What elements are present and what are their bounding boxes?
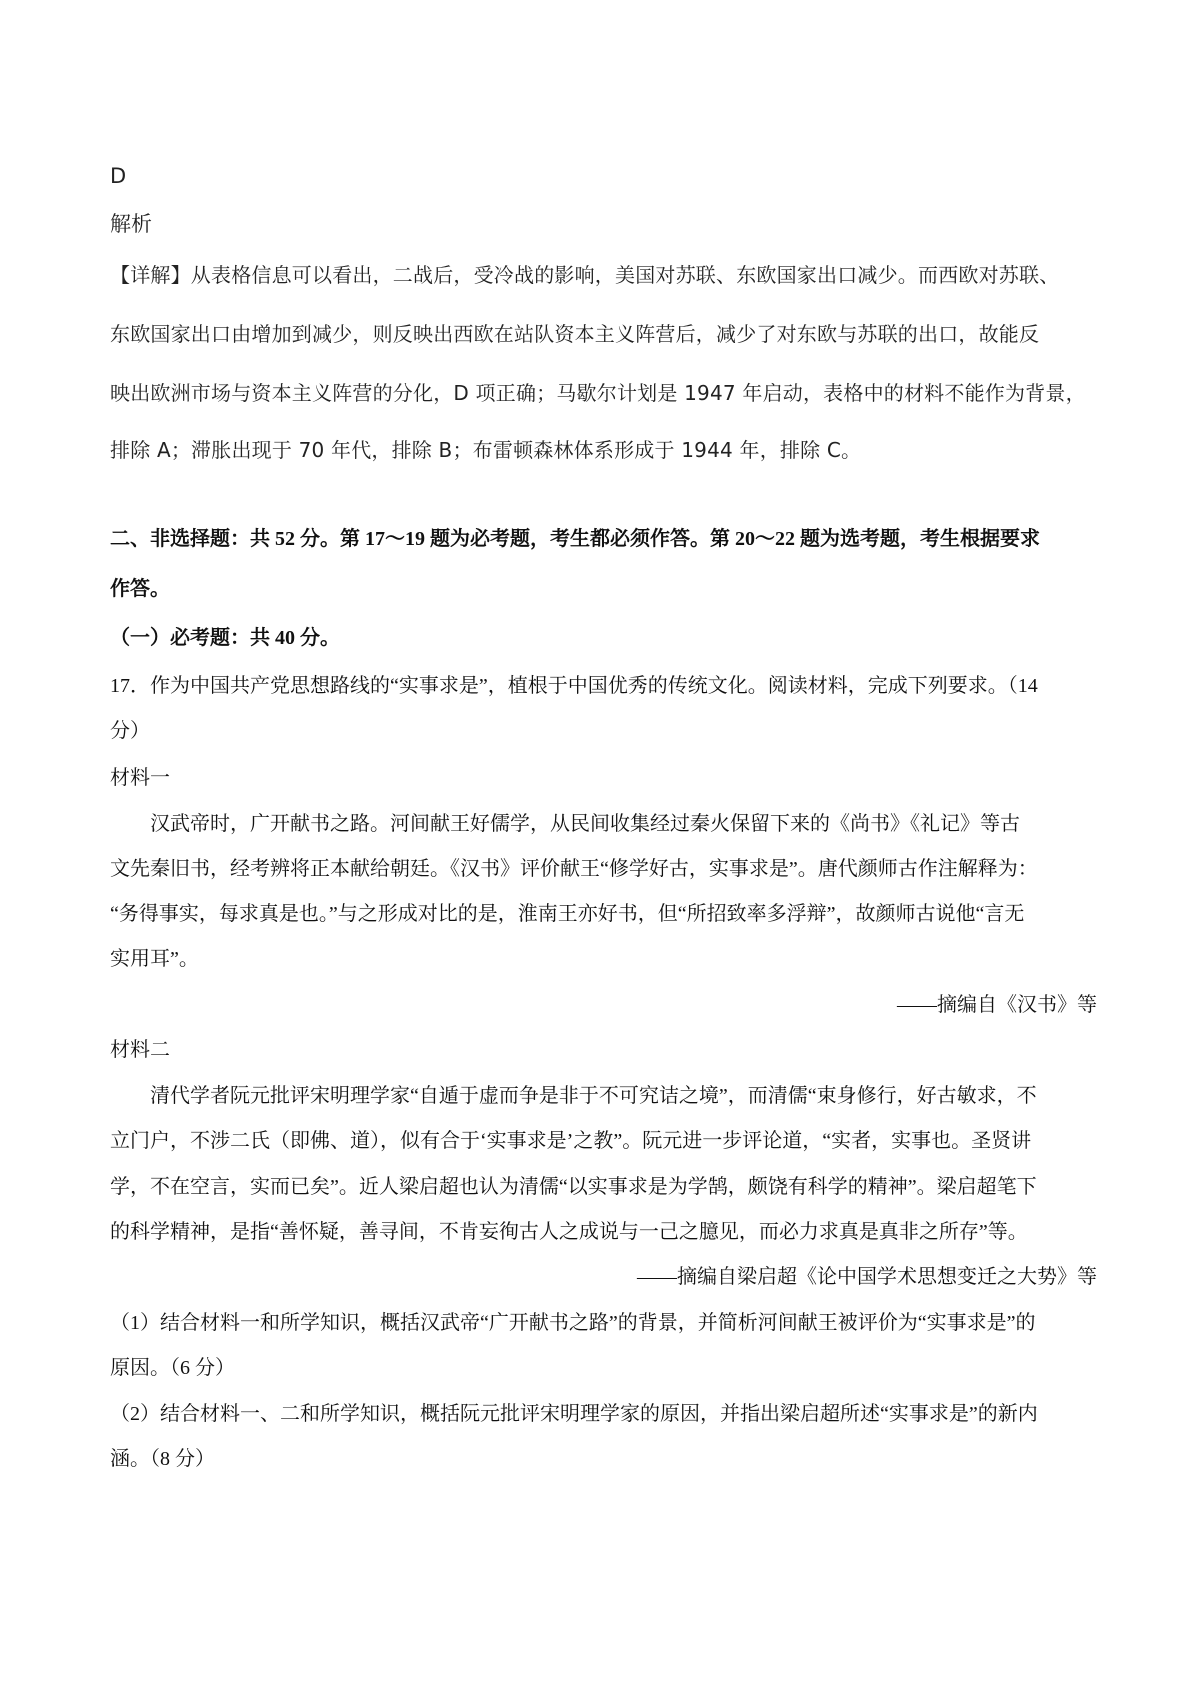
explanation-line: 映出欧洲市场与资本主义阵营的分化，D 项正确；马歇尔计划是 1947 年启动，表格中的材料不能作为背景， bbox=[110, 381, 1086, 405]
sub-question: 原因。（6 分） bbox=[110, 1357, 235, 1379]
material-text: 的科学精神，是指“善怀疑，善寻间，不肯妄徇古人之成说与一己之臆见，而必力求真是真非之所存”等。 bbox=[110, 1221, 1028, 1243]
material-text: 实用耳”。 bbox=[110, 948, 199, 970]
material-text: 清代学者阮元批评宋明理学家“自遁于虚而争是非于不可究诘之境”，而清儒“束身修行，好古敏求，不 bbox=[150, 1085, 1037, 1107]
material-source: ——摘编自《汉书》等 bbox=[897, 994, 1097, 1016]
material-text: 立门户，不涉二氏（即佛、道），似有合于‘实事求是’之教”。阮元进一步评论道，“实者，实事也。圣贤讲 bbox=[110, 1130, 1032, 1152]
sub-question: （2）结合材料一、二和所学知识，概括阮元批评宋明理学家的原因，并指出梁启超所述“实事求是”的新内 bbox=[110, 1403, 1038, 1425]
material-text: 文先秦旧书，经考辨将正本献给朝廷。《汉书》评价献王“修学好古，实事求是”。唐代颜师古作注解释为： bbox=[110, 858, 1038, 880]
explanation-line: 东欧国家出口由增加到减少，则反映出西欧在站队资本主义阵营后，减少了对东欧与苏联的出口，故能反 bbox=[110, 322, 1040, 346]
question-text: 分） bbox=[110, 720, 150, 742]
section-heading: 作答。 bbox=[110, 578, 170, 600]
sub-question: 涵。（8 分） bbox=[110, 1448, 215, 1470]
material-text: 学，不在空言，实而已矣”。近人梁启超也认为清儒“以实事求是为学鹄，颇饶有科学的精神”。梁启超笔下 bbox=[110, 1176, 1037, 1198]
analysis-heading: 解析 bbox=[110, 212, 152, 236]
explanation-line: 【详解】从表格信息可以看出，二战后，受冷战的影响，美国对苏联、东欧国家出口减少。而西欧对苏联、 bbox=[110, 263, 1060, 287]
material-source: ——摘编自梁启超《论中国学术思想变迁之大势》等 bbox=[637, 1266, 1097, 1288]
material-text: 汉武帝时，广开献书之路。河间献王好儒学，从民间收集经过秦火保留下来的《尚书》《礼记》等古 bbox=[150, 813, 1020, 835]
section-heading: 二、非选择题：共 52 分。第 17～19 题为必考题，考生都必须作答。第 20～22 题为选考题，考生根据要求 bbox=[110, 528, 1040, 550]
material-title: 材料一 bbox=[110, 767, 170, 789]
subsection-heading: （一）必考题：共 40 分。 bbox=[110, 627, 340, 649]
sub-question: （1）结合材料一和所学知识，概括汉武帝“广开献书之路”的背景，并简析河间献王被评价为“实事求是”的 bbox=[110, 1312, 1036, 1334]
answer-label: D bbox=[110, 164, 127, 188]
material-text: “务得事实，每求真是也。”与之形成对比的是，淮南王亦好书，但“所招致率多浮辩”，故颜师古说他“言无 bbox=[110, 903, 1025, 925]
material-title: 材料二 bbox=[110, 1039, 170, 1061]
question-text: 17．作为中国共产党思想路线的“实事求是”，植根于中国优秀的传统文化。阅读材料，完成下列要求。（14 bbox=[110, 675, 1038, 697]
explanation-line: 排除 A；滞胀出现于 70 年代，排除 B；布雷顿森林体系形成于 1944 年，排除 C。 bbox=[110, 438, 862, 462]
